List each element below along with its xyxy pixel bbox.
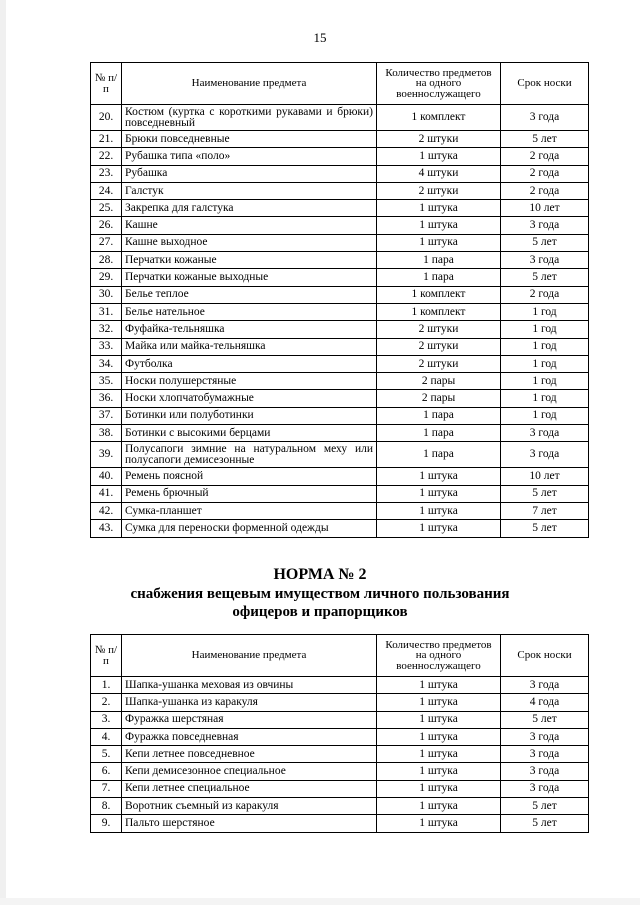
item-number: 5.	[91, 746, 122, 763]
item-name: Фуражка шерстяная	[122, 711, 377, 728]
table-row	[91, 148, 589, 165]
table-row	[91, 485, 589, 502]
item-number: 39.	[91, 442, 122, 468]
item-name: Кепи летнее повседневное	[122, 746, 377, 763]
item-name: Перчатки кожаные выходные	[122, 269, 377, 286]
item-name: Брюки повседневные	[122, 131, 377, 148]
item-quantity: 1 штука	[377, 468, 501, 485]
item-quantity: 1 пара	[377, 252, 501, 269]
norm-table-continued	[90, 62, 589, 538]
item-number: 3.	[91, 711, 122, 728]
item-wear-term: 3 года	[501, 780, 589, 797]
item-number: 29.	[91, 269, 122, 286]
item-wear-term: 5 лет	[501, 131, 589, 148]
item-wear-term: 1 год	[501, 321, 589, 338]
item-quantity: 1 штука	[377, 763, 501, 780]
item-name: Полусапоги зимние на натуральном меху или полусапоги демисезонные	[122, 442, 377, 468]
item-number: 23.	[91, 165, 122, 182]
item-wear-term: 3 года	[501, 677, 589, 694]
item-number: 38.	[91, 425, 122, 442]
item-number: 6.	[91, 763, 122, 780]
table-row	[91, 182, 589, 199]
table-row	[91, 520, 589, 537]
table-body	[91, 105, 589, 538]
item-wear-term: 5 лет	[501, 520, 589, 537]
item-wear-term: 2 года	[501, 148, 589, 165]
item-number: 41.	[91, 485, 122, 502]
item-name: Ботинки или полуботинки	[122, 407, 377, 424]
table-row	[91, 217, 589, 234]
item-wear-term: 1 год	[501, 338, 589, 355]
item-number: 28.	[91, 252, 122, 269]
item-quantity: 2 штуки	[377, 338, 501, 355]
item-wear-term: 5 лет	[501, 798, 589, 815]
item-number: 42.	[91, 502, 122, 519]
item-wear-term: 1 год	[501, 407, 589, 424]
item-wear-term: 3 года	[501, 746, 589, 763]
item-quantity: 2 штуки	[377, 131, 501, 148]
table-row	[91, 105, 589, 131]
item-quantity: 1 штука	[377, 234, 501, 251]
item-number: 26.	[91, 217, 122, 234]
table-row	[91, 711, 589, 728]
item-name: Ремень брючный	[122, 485, 377, 502]
header-term: Срок носки	[501, 635, 589, 677]
item-name: Рубашка типа «поло»	[122, 148, 377, 165]
table-row	[91, 780, 589, 797]
item-number: 1.	[91, 677, 122, 694]
item-name: Кепи летнее специальное	[122, 780, 377, 797]
item-number: 30.	[91, 286, 122, 303]
item-number: 8.	[91, 798, 122, 815]
table-row	[91, 355, 589, 372]
table-row	[91, 252, 589, 269]
table-row	[91, 694, 589, 711]
item-quantity: 1 штука	[377, 148, 501, 165]
item-name: Закрепка для галстука	[122, 200, 377, 217]
item-quantity: 1 пара	[377, 425, 501, 442]
item-number: 32.	[91, 321, 122, 338]
item-wear-term: 5 лет	[501, 234, 589, 251]
item-quantity: 2 штуки	[377, 321, 501, 338]
table-header-row	[91, 63, 589, 105]
table-row	[91, 303, 589, 320]
item-quantity: 1 пара	[377, 442, 501, 468]
item-name: Пальто шерстяное	[122, 815, 377, 832]
table-row	[91, 763, 589, 780]
item-wear-term: 5 лет	[501, 485, 589, 502]
item-wear-term: 5 лет	[501, 269, 589, 286]
item-wear-term: 1 год	[501, 390, 589, 407]
item-quantity: 2 пары	[377, 390, 501, 407]
item-number: 43.	[91, 520, 122, 537]
page-number: 15	[313, 30, 327, 45]
item-wear-term: 10 лет	[501, 468, 589, 485]
item-name: Кашне	[122, 217, 377, 234]
item-name: Костюм (куртка с короткими рукавами и брюки) повседневный	[122, 105, 377, 131]
item-name: Ремень поясной	[122, 468, 377, 485]
scan-bottom-edge	[0, 898, 640, 905]
item-quantity: 1 штука	[377, 217, 501, 234]
item-wear-term: 10 лет	[501, 200, 589, 217]
header-num: № п/п	[91, 635, 122, 677]
item-quantity: 1 штука	[377, 780, 501, 797]
header-num: № п/п	[91, 63, 122, 105]
item-quantity: 1 штука	[377, 694, 501, 711]
item-quantity: 1 штука	[377, 200, 501, 217]
item-name: Перчатки кожаные	[122, 252, 377, 269]
item-wear-term: 1 год	[501, 373, 589, 390]
item-quantity: 1 пара	[377, 407, 501, 424]
item-number: 35.	[91, 373, 122, 390]
table-row	[91, 798, 589, 815]
item-wear-term: 2 года	[501, 286, 589, 303]
header-qty: Количество предметов на одного военнослужащего	[377, 635, 501, 677]
item-name: Фуфайка-тельняшка	[122, 321, 377, 338]
table-row	[91, 390, 589, 407]
table-row	[91, 131, 589, 148]
item-name: Галстук	[122, 182, 377, 199]
item-name: Рубашка	[122, 165, 377, 182]
table-row	[91, 407, 589, 424]
item-quantity: 1 штука	[377, 677, 501, 694]
norm-2-table	[90, 634, 589, 833]
item-name: Фуражка повседневная	[122, 728, 377, 745]
item-wear-term: 2 года	[501, 165, 589, 182]
item-wear-term: 1 год	[501, 303, 589, 320]
norm-title: НОРМА № 2	[273, 566, 367, 583]
item-number: 4.	[91, 728, 122, 745]
item-wear-term: 3 года	[501, 252, 589, 269]
item-name: Футболка	[122, 355, 377, 372]
item-name: Шапка-ушанка меховая из овчины	[122, 677, 377, 694]
item-wear-term: 3 года	[501, 763, 589, 780]
item-quantity: 1 штука	[377, 502, 501, 519]
item-number: 25.	[91, 200, 122, 217]
item-name: Белье нательное	[122, 303, 377, 320]
item-name: Кашне выходное	[122, 234, 377, 251]
table-row	[91, 234, 589, 251]
item-name: Сумка-планшет	[122, 502, 377, 519]
table-row	[91, 286, 589, 303]
item-quantity: 1 штука	[377, 798, 501, 815]
item-name: Воротник съемный из каракуля	[122, 798, 377, 815]
table-body	[91, 677, 589, 833]
table-row	[91, 746, 589, 763]
header-term: Срок носки	[501, 63, 589, 105]
table-row	[91, 425, 589, 442]
item-number: 40.	[91, 468, 122, 485]
item-number: 37.	[91, 407, 122, 424]
scan-left-edge	[0, 0, 6, 905]
item-quantity: 1 комплект	[377, 286, 501, 303]
table-row	[91, 373, 589, 390]
item-name: Носки хлопчатобумажные	[122, 390, 377, 407]
item-wear-term: 4 года	[501, 694, 589, 711]
header-name: Наименование предмета	[122, 63, 377, 105]
item-number: 31.	[91, 303, 122, 320]
item-number: 24.	[91, 182, 122, 199]
item-quantity: 1 штука	[377, 520, 501, 537]
header-qty: Количество предметов на одного военнослужащего	[377, 63, 501, 105]
item-number: 9.	[91, 815, 122, 832]
item-quantity: 2 штуки	[377, 182, 501, 199]
item-quantity: 1 штука	[377, 746, 501, 763]
item-number: 20.	[91, 105, 122, 131]
table-row	[91, 468, 589, 485]
table-row	[91, 677, 589, 694]
item-number: 7.	[91, 780, 122, 797]
item-quantity: 4 штуки	[377, 165, 501, 182]
item-name: Кепи демисезонное специальное	[122, 763, 377, 780]
table-row	[91, 442, 589, 468]
item-number: 33.	[91, 338, 122, 355]
item-number: 27.	[91, 234, 122, 251]
item-wear-term: 1 год	[501, 355, 589, 372]
item-quantity: 2 штуки	[377, 355, 501, 372]
item-number: 36.	[91, 390, 122, 407]
table-row	[91, 338, 589, 355]
table-row	[91, 502, 589, 519]
item-quantity: 1 пара	[377, 269, 501, 286]
item-number: 21.	[91, 131, 122, 148]
item-name: Ботинки с высокими берцами	[122, 425, 377, 442]
item-wear-term: 5 лет	[501, 815, 589, 832]
item-wear-term: 3 года	[501, 728, 589, 745]
item-wear-term: 3 года	[501, 425, 589, 442]
item-wear-term: 5 лет	[501, 711, 589, 728]
table-row	[91, 165, 589, 182]
table-row	[91, 321, 589, 338]
table-header-row	[91, 635, 589, 677]
table-row	[91, 200, 589, 217]
table-row	[91, 815, 589, 832]
table-row	[91, 728, 589, 745]
item-name: Майка или майка-тельняшка	[122, 338, 377, 355]
item-quantity: 1 штука	[377, 711, 501, 728]
table-row	[91, 269, 589, 286]
item-quantity: 2 пары	[377, 373, 501, 390]
item-name: Шапка-ушанка из каракуля	[122, 694, 377, 711]
item-wear-term: 7 лет	[501, 502, 589, 519]
item-quantity: 1 штука	[377, 728, 501, 745]
item-quantity: 1 комплект	[377, 105, 501, 131]
item-number: 34.	[91, 355, 122, 372]
item-wear-term: 3 года	[501, 217, 589, 234]
item-quantity: 1 комплект	[377, 303, 501, 320]
item-number: 2.	[91, 694, 122, 711]
header-name: Наименование предмета	[122, 635, 377, 677]
norm-subtitle-line2: офицеров и прапорщиков	[232, 604, 408, 620]
norm-subtitle-line1: снабжения вещевым имуществом личного пользования	[130, 586, 510, 602]
item-quantity: 1 штука	[377, 815, 501, 832]
item-name: Носки полушерстяные	[122, 373, 377, 390]
item-wear-term: 2 года	[501, 182, 589, 199]
item-quantity: 1 штука	[377, 485, 501, 502]
item-wear-term: 3 года	[501, 442, 589, 468]
item-name: Сумка для переноски форменной одежды	[122, 520, 377, 537]
item-name: Белье теплое	[122, 286, 377, 303]
item-number: 22.	[91, 148, 122, 165]
item-wear-term: 3 года	[501, 105, 589, 131]
